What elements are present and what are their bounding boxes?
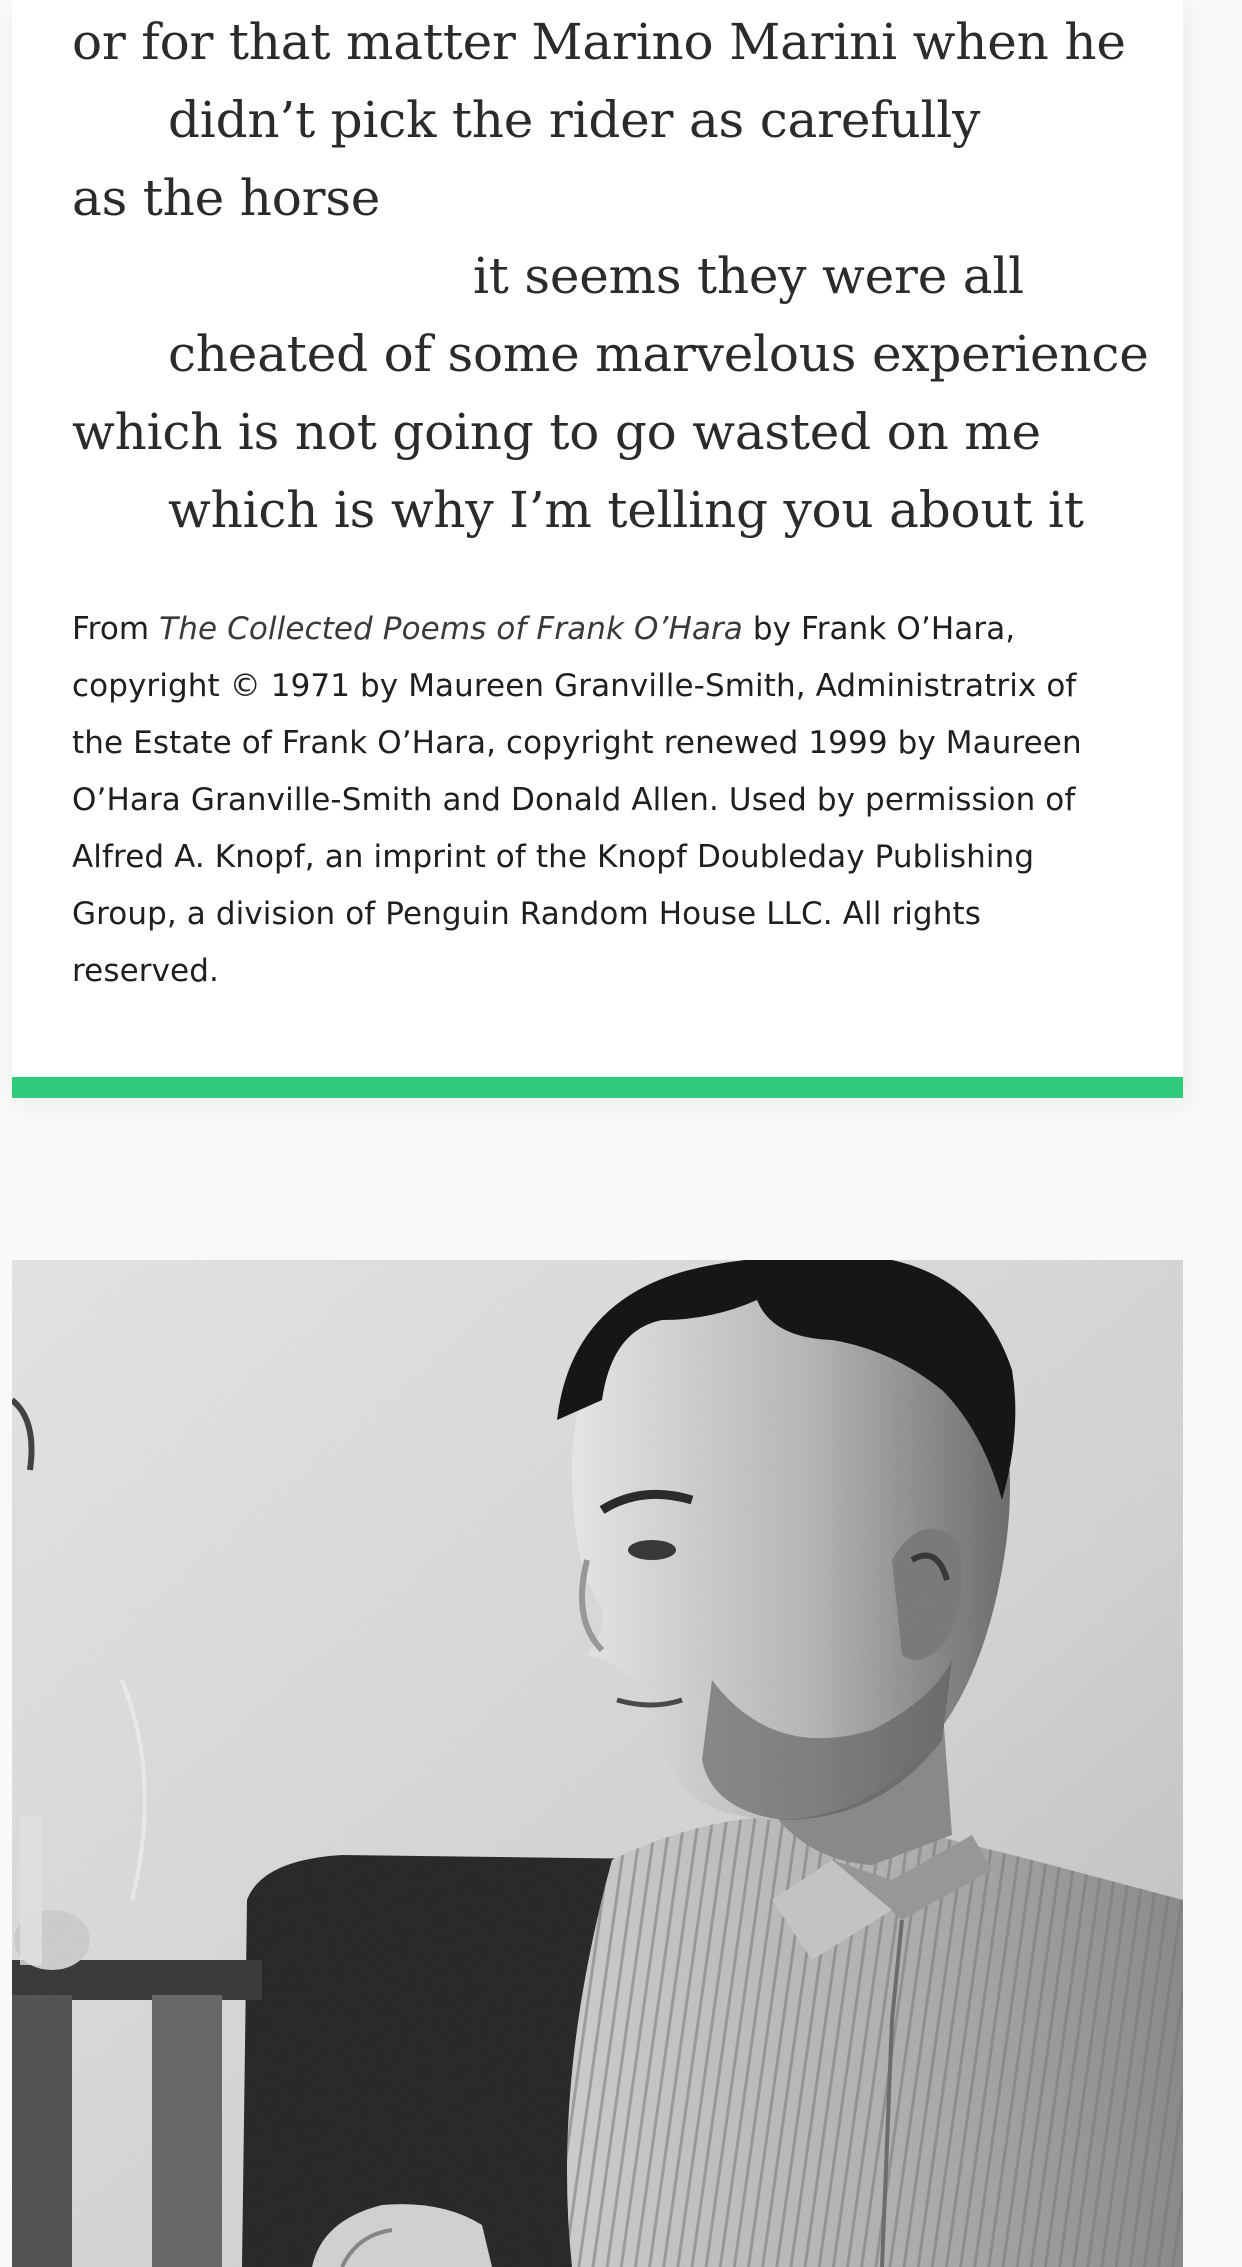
book-title: The Collected Poems of Frank O’Hara — [159, 611, 743, 647]
credit-prefix: From — [72, 611, 160, 647]
author-photo — [12, 1260, 1183, 2267]
poem-line: it seems they were all — [473, 247, 1024, 305]
poem-line: which is not going to go wasted on me — [72, 403, 1041, 461]
card-accent-bar — [12, 1077, 1183, 1098]
copyright-credit — [72, 601, 1112, 1000]
poem-line: or for that matter Marino Marini when he — [72, 13, 1126, 71]
portrait-illustration — [12, 1260, 1183, 2267]
poem-line: as the horse — [72, 169, 381, 227]
poem-line: cheated of some marvelous experience — [168, 325, 1149, 383]
credit-body: by Frank O’Hara, copyright © 1971 by Maureen Granville-Smith, Administratrix of the Estate of Frank O’Hara, copyright renewed 1999 by Maureen O’Hara Granville-Smith and Donald Allen. Used by permission of Alfred A. Knopf, an imprint of the Knopf Doubleday Publishing Group, a division of Penguin Random House LLC. All rights reserved. — [72, 611, 1082, 989]
poem-line: which is why I’m telling you about it — [168, 481, 1084, 539]
poem-line: didn’t pick the rider as carefully — [168, 91, 981, 149]
